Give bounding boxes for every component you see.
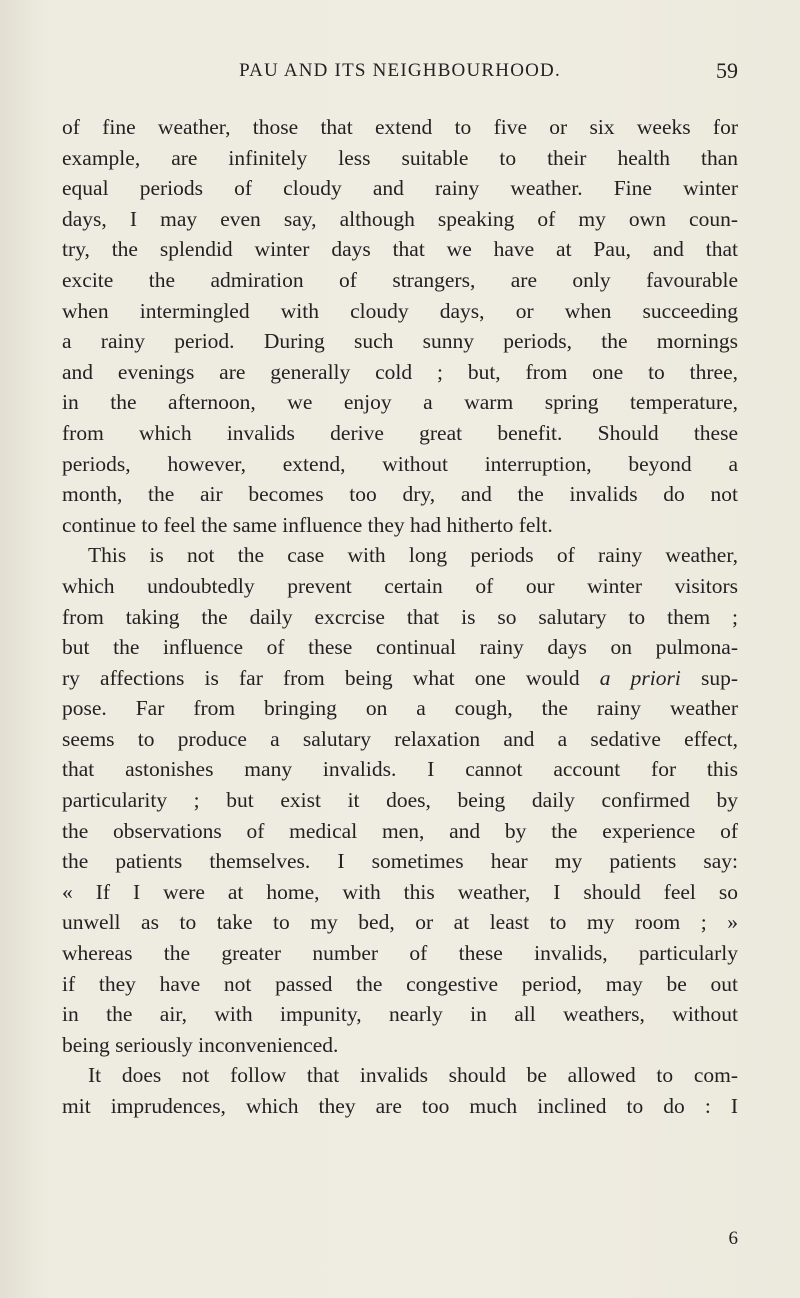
text-line: from taking the daily excrcise that is so salutary to them ; (62, 604, 738, 629)
text-line: example, are infinitely less suitable to their health than (62, 145, 738, 170)
text-line: « If I were at home, with this weather, I should feel so (62, 879, 738, 904)
text-line: a rainy period. During such sunny periods, the mornings (62, 329, 738, 354)
text-line: days, I may even say, although speaking of my own coun- (62, 206, 738, 231)
text-line: the observations of medical men, and by the experience of (62, 818, 738, 843)
text-line: pose. Far from bringing on a cough, the rainy weather (62, 696, 738, 721)
body-text (62, 112, 738, 1122)
text-line: try, the splendid winter days that we have at Pau, and that (62, 237, 738, 262)
text-line: which undoubtedly prevent certain of our winter visitors (62, 573, 738, 598)
text-line: when intermingled with cloudy days, or when succeeding (62, 298, 738, 323)
text-line: that astonishes many invalids. I cannot account for this (62, 757, 738, 782)
line-tail: sup- (680, 665, 738, 690)
text-line: from which invalids derive great benefit. Should these (62, 420, 738, 445)
text-line: being seriously inconvenienced. (62, 1032, 339, 1057)
page-number: 59 (716, 58, 738, 83)
text-line: It does not follow that invalids should be allowed to com- (88, 1063, 738, 1088)
text-line: in the air, with impunity, nearly in all weathers, without (62, 1002, 738, 1027)
text-line: and evenings are generally cold ; but, from one to three, (62, 359, 738, 384)
text-line: equal periods of cloudy and rainy weather. Fine winter (62, 176, 738, 201)
signature-mark: 6 (728, 1228, 738, 1249)
text-line: continue to feel the same influence they had hitherto felt. (62, 512, 553, 537)
text-line: excite the admiration of strangers, are only favourable (62, 267, 738, 292)
text-line: if they have not passed the congestive period, may be out (62, 971, 738, 996)
text-line: but the influence of these continual rainy days on pulmona- (62, 635, 738, 660)
text-line: mit imprudences, which they are too much inclined to do : I (62, 1094, 738, 1118)
text-line: This is not the case with long periods of rainy weather, (88, 543, 738, 568)
text-line: particularity ; but exist it does, being daily confirmed by (62, 788, 738, 813)
text-line: of fine weather, those that extend to five or six weeks for (62, 115, 738, 139)
text-line: the patients themselves. I sometimes hear my patients say: (62, 849, 738, 874)
text-line: whereas the greater number of these invalids, particularly (62, 941, 738, 966)
text-line-with-italic (62, 663, 738, 694)
text-line: periods, however, extend, without interruption, beyond a (62, 451, 738, 476)
text-line: unwell as to take to my bed, or at least to my room ; » (62, 910, 738, 935)
italic-phrase: a priori (599, 665, 681, 690)
text-line: month, the air becomes too dry, and the invalids do not (62, 482, 738, 507)
page-header (62, 58, 738, 88)
text-line: seems to produce a salutary relaxation and a sedative effect, (62, 726, 738, 751)
running-head: PAU AND ITS NEIGHBOURHOOD. (239, 60, 561, 81)
line-text: ry affections is far from being what one would (62, 665, 580, 690)
text-line: in the afternoon, we enjoy a warm spring temperature, (62, 390, 738, 415)
